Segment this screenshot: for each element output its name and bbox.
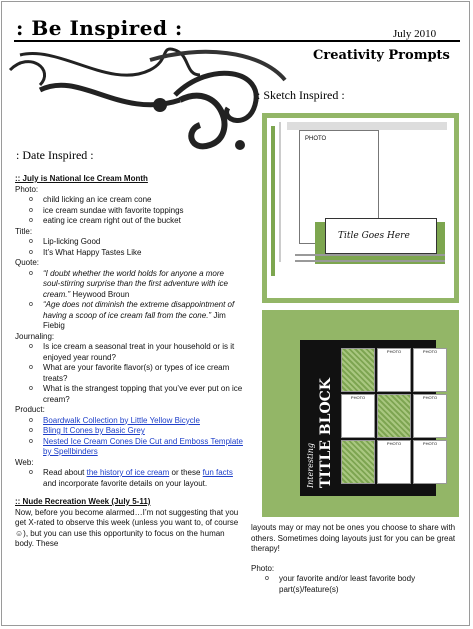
header-divider [14,40,460,42]
quote-list [15,269,243,332]
title-tag-text: Title Goes Here [338,231,410,241]
photo-label: PHOTO [422,349,438,354]
list-item: o What are your favorite flavor(s) or types of ice cream treats? [43,363,243,384]
spacer [251,555,463,564]
quote-text: “I doubt whether the world holds for anyone a more soul-stirring surprise than the first adventure with ice cream.” [43,268,228,299]
journaling-label: Journaling: [15,331,55,341]
sketch-line [295,260,445,262]
list-item: o Lip-licking Good [43,237,243,248]
title-block-line1: Interesting [306,443,315,488]
page-title: : Be Inspired : [16,16,183,40]
date-inspired-heading: : Date Inspired : [16,148,94,162]
pattern-tile [341,440,375,484]
list-item: o It’s What Happy Tastes Like [43,248,243,259]
photo-label: Photo: [15,184,39,194]
list-item: o your favorite and/or least favorite body part(s)/feature(s) [279,574,463,595]
title-label: Title: [15,226,33,236]
sketch-canvas [267,118,454,298]
list-item [43,468,243,489]
title-block-layout [262,310,459,517]
list-item [43,426,243,437]
journaling-list [15,342,243,405]
photo-label: PHOTO [422,395,438,400]
product-list [15,416,243,458]
list-item: o eating ice cream right out of the bucket [43,216,243,227]
list-item: o What is the strangest topping that you’ve ever put on ice cream? [43,384,243,405]
photo-label: PHOTO [386,349,402,354]
list-item [43,416,243,427]
photo-label: PHOTO [422,441,438,446]
fun-facts-link[interactable]: fun facts [202,468,233,477]
title-block-line2: TITLE BLOCK [318,378,334,488]
photo-card [413,394,447,438]
photo-card [377,348,411,392]
product-label: Product: [15,405,45,414]
photo-label: PHOTO [305,136,327,142]
quote-author: Heywood Broun [72,289,130,299]
sketch-top-band [287,122,447,130]
product-link[interactable]: Bling It Cones by Basic Grey [43,426,145,435]
spacer [15,489,243,497]
product-link[interactable]: Nested Ice Cream Cones Die Cut and Emboss Template by Spellbinders [43,436,243,456]
sketch-line [295,254,445,256]
list-item: o child licking an ice cream cone [43,195,243,206]
pattern-tile [377,394,411,438]
quote-item [43,300,243,332]
quote-label: Quote: [15,258,40,267]
web-text: or these [169,468,203,477]
photo-list [15,195,243,227]
nude-week-continued [251,523,463,595]
web-label: Web: [15,457,34,467]
photo-card [377,440,411,484]
ice-cream-month-section [15,174,243,550]
title-block-canvas [300,340,436,496]
sketch-line [279,122,281,262]
photo-label: PHOTO [386,441,402,446]
nude-week-body: Now, before you become alarmed…I’m not suggesting that you get X-rated to observe this week (unless you want to, of course ☺), but you can use this opportunity to focus on the human body. These [15,507,239,548]
list-item: o Is ice cream a seasonal treat in your household or is it enjoyed year round? [43,342,243,363]
title-tag [325,218,437,254]
sketch-border-strip [271,126,275,276]
section-heading: :: Nude Recreation Week (July 5-11) [15,497,151,506]
photo-label: PHOTO [350,395,366,400]
pattern-tile [341,348,375,392]
web-text: Read about [43,468,87,477]
title-list [15,237,243,258]
page-subtitle: Creativity Prompts [313,48,450,63]
list-item [43,437,243,458]
nude-week-continued-text: layouts may or may not be ones you choose to share with others. Sometimes doing layouts just for you can be great therapy! [251,523,456,553]
photo-card [413,440,447,484]
list-item: o ice cream sundae with favorite toppings [43,206,243,217]
web-text: and incorporate favorite details on your layout. [43,478,208,488]
product-link[interactable]: Boardwalk Collection by Little Yellow Bicycle [43,415,200,425]
photo-card [341,394,375,438]
photo-list [251,574,463,595]
quote-author: Jim Fiebig [43,310,226,330]
quote-text: “Age does not diminish the extreme disappointment of having a scoop of ice cream fall from the cone.” [43,300,235,320]
quote-item [43,269,243,301]
photo-label: Photo: [251,563,275,573]
sketch-inspired-heading: : Sketch Inspired : [257,88,345,102]
section-heading: :: July is National Ice Cream Month [15,174,148,183]
photo-card [413,348,447,392]
history-link[interactable]: the history of ice cream [86,468,170,477]
sketch-layout [262,113,459,303]
web-list [15,468,243,489]
issue-date: July 2010 [393,28,437,40]
